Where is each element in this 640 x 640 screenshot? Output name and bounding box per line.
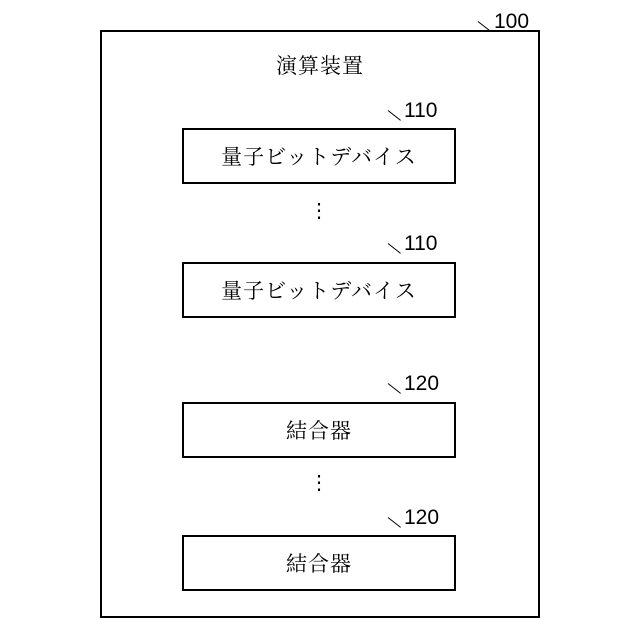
vertical-ellipsis-1	[182, 200, 456, 222]
reference-numeral-100	[494, 10, 529, 34]
qubit-device-label-1: 量子ビットデバイス	[221, 146, 417, 169]
leader-line-icon	[388, 110, 403, 122]
leader-line-icon	[388, 383, 403, 395]
vertical-ellipsis-2-glyph: ⋮	[309, 472, 329, 494]
qubit-device-box-2	[182, 262, 456, 318]
reference-numeral-120-b	[404, 506, 439, 530]
coupler-label-2: 結合器	[286, 553, 352, 576]
reference-numeral-100-text: 100	[494, 10, 530, 33]
coupler-box-2	[182, 535, 456, 591]
coupler-box-1	[182, 402, 456, 458]
leader-line-icon	[388, 243, 403, 255]
outer-apparatus-label: 演算装置	[276, 55, 364, 78]
reference-numeral-120-b-text: 120	[404, 506, 440, 529]
reference-numeral-110-a	[404, 99, 437, 123]
qubit-device-label-2: 量子ビットデバイス	[221, 280, 417, 303]
reference-numeral-120-a	[404, 372, 439, 396]
leader-line-icon	[388, 517, 403, 529]
vertical-ellipsis-1-glyph: ⋮	[309, 200, 329, 222]
reference-numeral-110-b-text: 110	[404, 232, 438, 255]
vertical-ellipsis-2	[182, 472, 456, 494]
coupler-label-1: 結合器	[286, 420, 352, 443]
qubit-device-box-1	[182, 128, 456, 184]
leader-line-icon	[478, 21, 493, 33]
outer-apparatus-box	[100, 30, 540, 618]
reference-numeral-120-a-text: 120	[404, 372, 440, 395]
reference-numeral-110-b	[404, 232, 437, 256]
reference-numeral-110-a-text: 110	[404, 99, 438, 122]
